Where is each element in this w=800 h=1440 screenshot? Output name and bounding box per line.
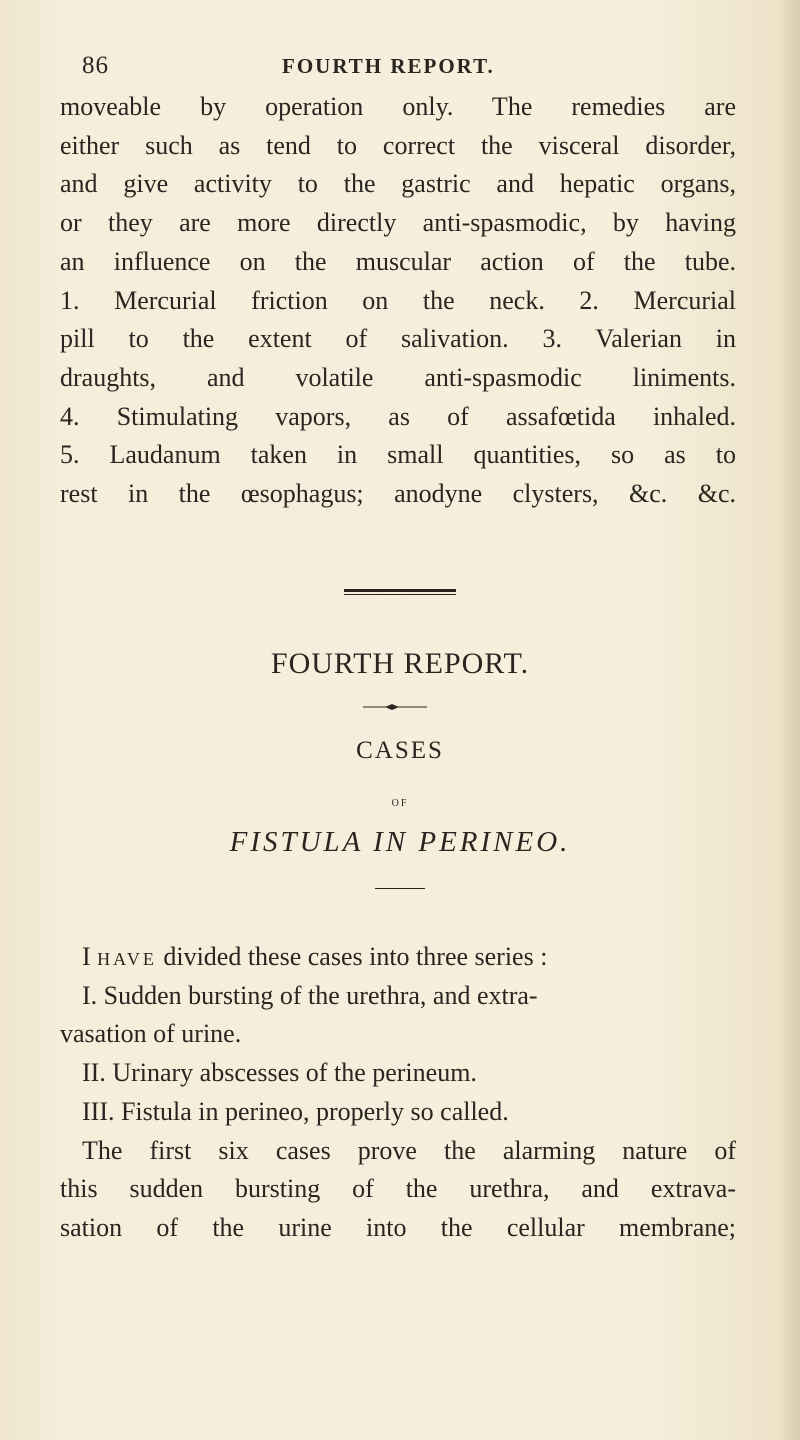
paragraph-remedies: [60, 88, 736, 514]
text-line: an influence on the muscular action of the tube.: [60, 246, 736, 276]
text-line: and give activity to the gastric and hepatic organs,: [60, 169, 736, 199]
text-line: 4. Stimulating vapors, as of assafœtida inhaled.: [60, 401, 736, 431]
title-cases: CASES: [356, 737, 444, 764]
page-number: 86: [82, 52, 109, 79]
title-of: OF: [391, 798, 409, 809]
section-title: FOURTH REPORT.: [270, 647, 530, 680]
text-line: The first six cases prove the alarming nature of: [82, 1135, 736, 1165]
text-line: II. Urinary abscesses of the perineum.: [82, 1058, 477, 1088]
section-divider-thick: [344, 589, 456, 592]
text-line: vasation of urine.: [60, 1019, 242, 1049]
text-line: moveable by operation only. The remedies are: [60, 92, 736, 121]
text-line: [60, 938, 736, 977]
text-line: either such as tend to correct the visceral disorder,: [60, 130, 736, 160]
text-line: I. Sudden bursting of the urethra, and extra-: [82, 980, 538, 1010]
short-divider: [375, 888, 425, 889]
running-head: FOURTH REPORT.: [282, 54, 495, 78]
title-subject: FISTULA IN PERINEO.: [229, 826, 571, 858]
text-line: draughts, and volatile anti-spasmodic liniments.: [60, 362, 736, 392]
text-line: 5. Laudanum taken in small quantities, so as to: [60, 440, 736, 470]
text-line: sation of the urine into the cellular membrane;: [60, 1212, 736, 1242]
smallcaps-word: have: [97, 942, 157, 971]
text-line: pill to the extent of salivation. 3. Valerian in: [60, 324, 736, 354]
text-line: III. Fistula in perineo, properly so called.: [82, 1096, 509, 1126]
text-line: or they are more directly anti-spasmodic, by having: [60, 208, 736, 238]
text-line: 1. Mercurial friction on the neck. 2. Mercurial: [60, 285, 736, 315]
section-divider-thin: [344, 594, 456, 595]
page-edge-shadow: [778, 0, 800, 1440]
paragraph-series: [60, 938, 736, 1248]
text-line: this sudden bursting of the urethra, and extrava-: [60, 1174, 736, 1204]
page-header: [82, 52, 722, 84]
ornament-divider: [363, 703, 427, 711]
drop-word: I: [82, 942, 91, 971]
text-line: rest in the œsophagus; anodyne clysters, &c. &c.: [60, 479, 736, 509]
text-fragment: divided these cases into three series :: [156, 942, 548, 971]
